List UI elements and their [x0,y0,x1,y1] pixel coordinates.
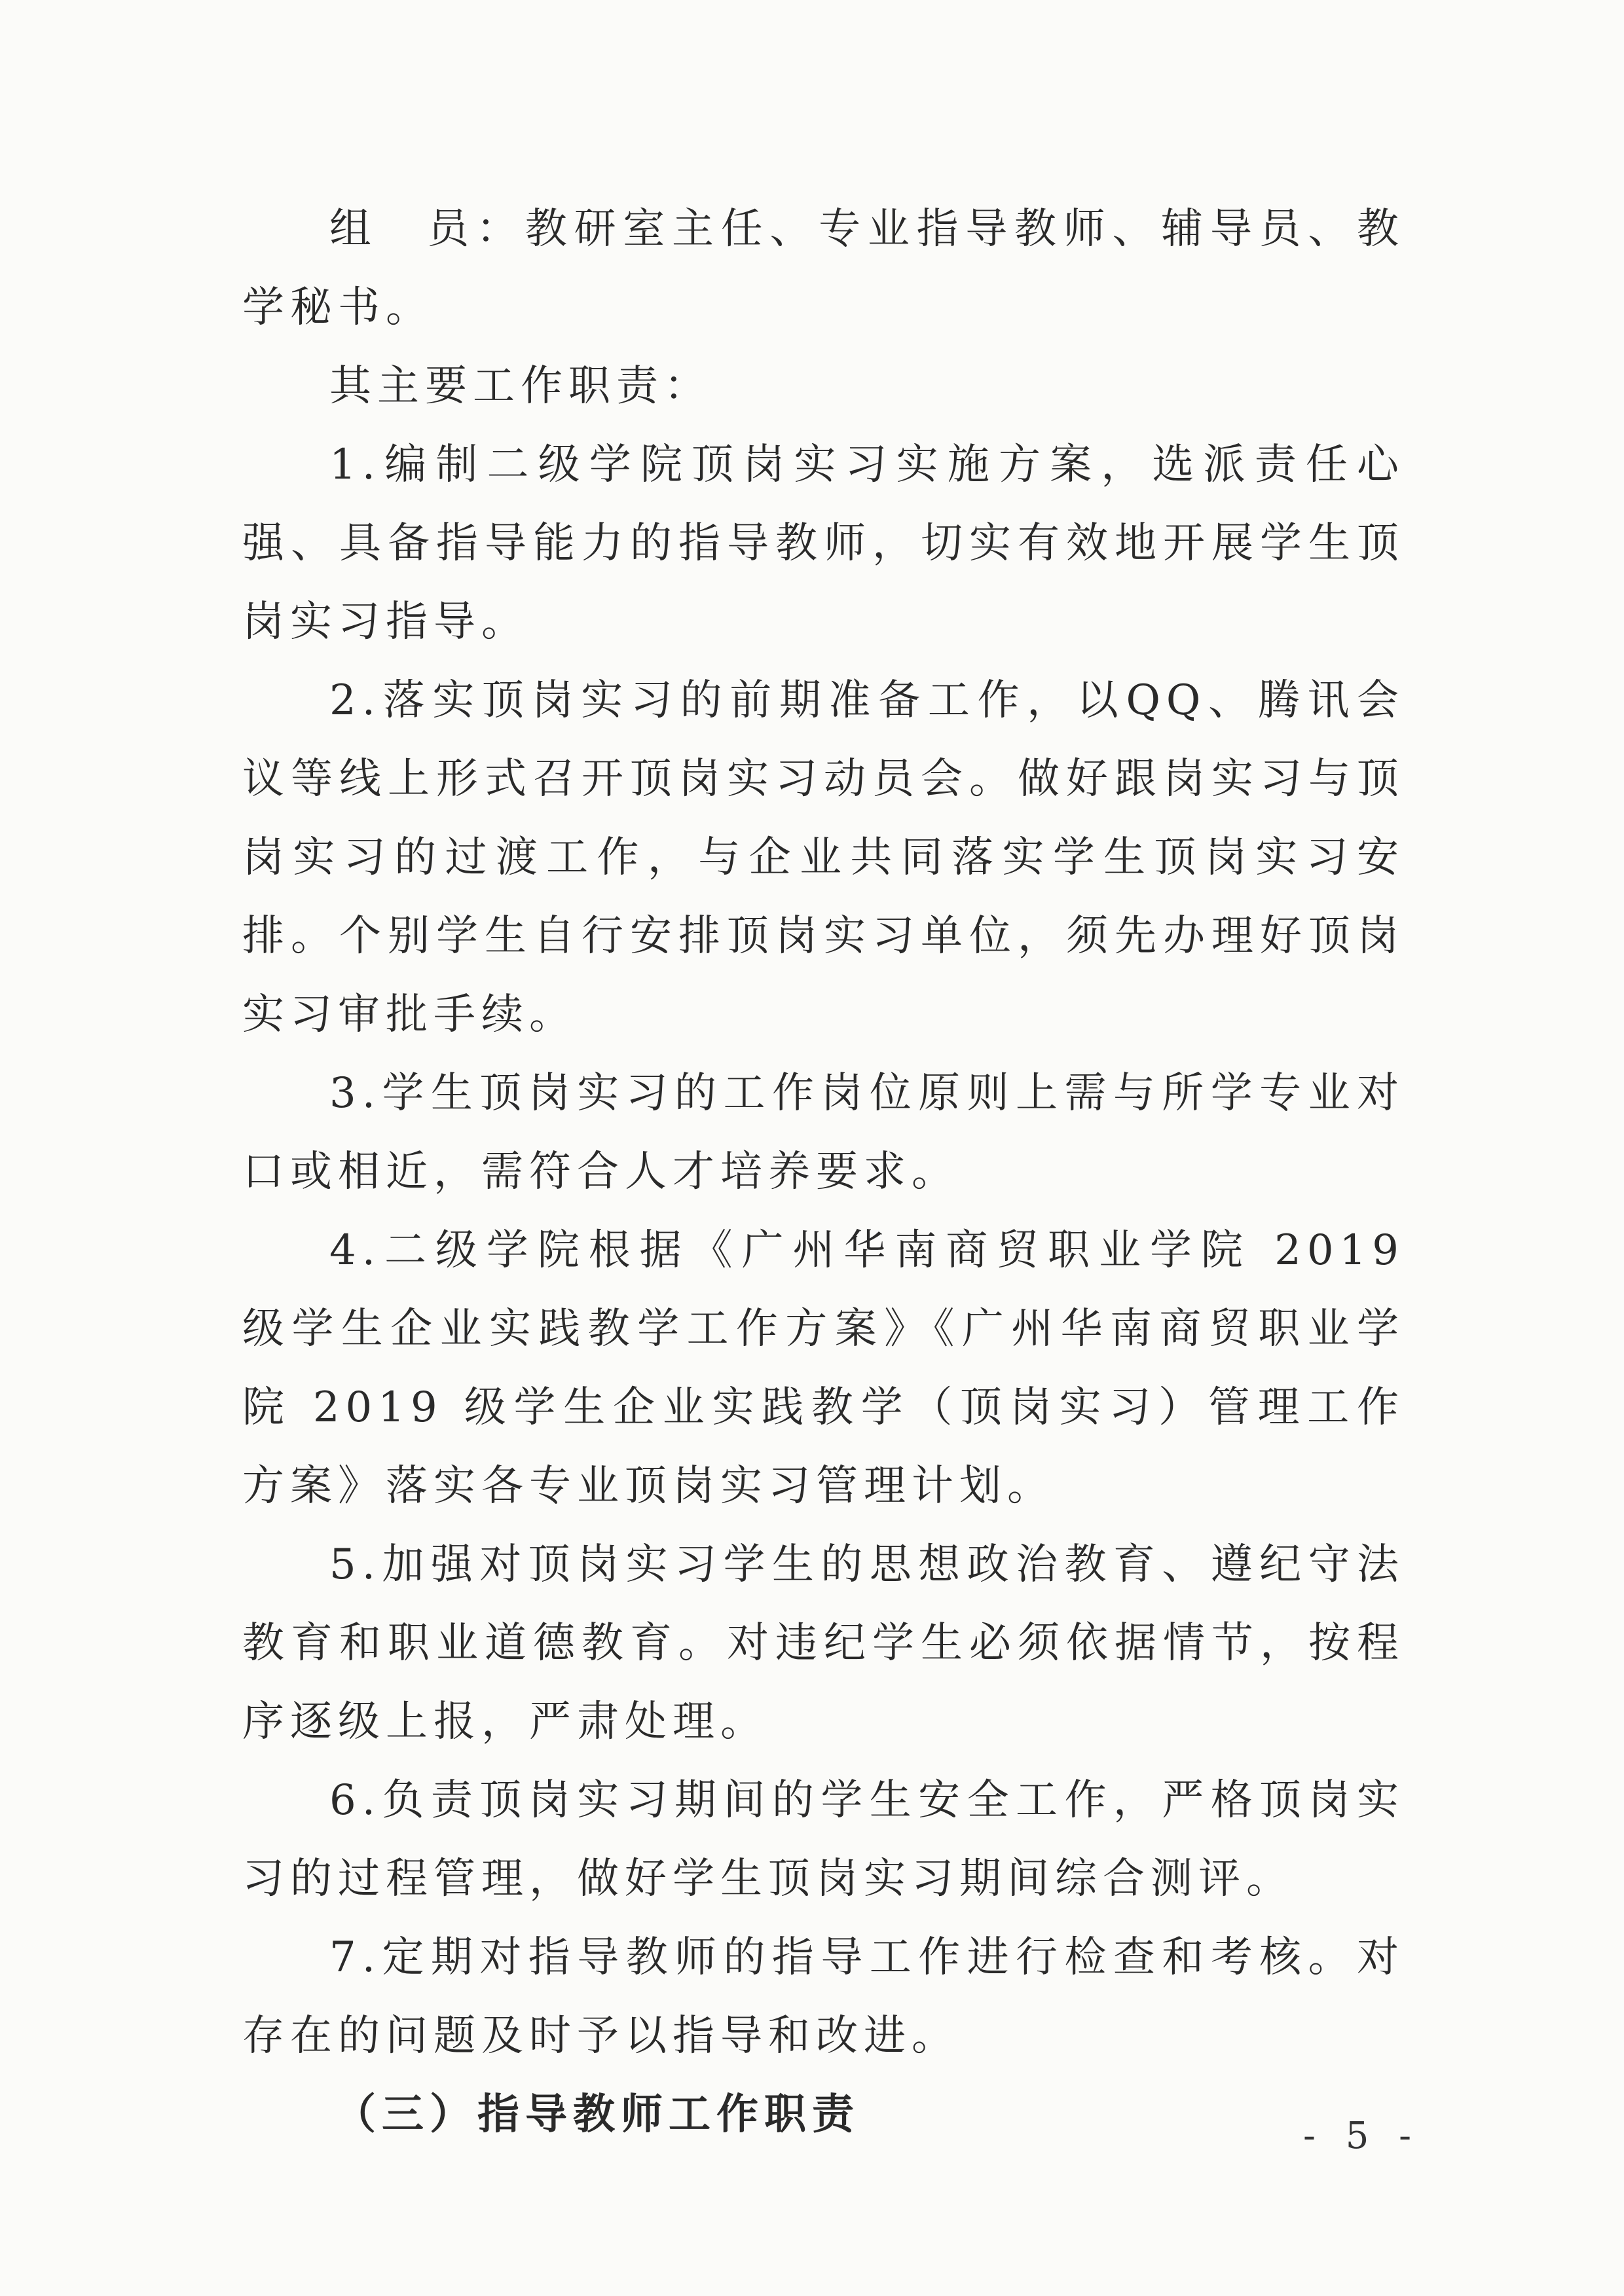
paragraph-item-2: 2.落实顶岗实习的前期准备工作，以QQ、腾讯会议等线上形式召开顶岗实习动员会。做好跟岗实习与顶岗实习的过渡工作，与企业共同落实学生顶岗实习安排。个别学生自行安排顶岗实习单位，须先办理好顶岗实习审批手续。 [242,676,1405,1039]
paragraph-item-6: 6.负责顶岗实习期间的学生安全工作，严格顶岗实习的过程管理，做好学生顶岗实习期间综合测评。 [242,1776,1405,1903]
paragraph-members: 组 员：教研室主任、专业指导教师、辅导员、教学秘书。 [242,205,1405,332]
paragraph-item-7: 7.定期对指导教师的指导工作进行检查和考核。对存在的问题及时予以指导和改进。 [242,1933,1405,2060]
paragraph-duties-intro: 其主要工作职责： [329,362,712,410]
paragraph-item-5: 5.加强对顶岗实习学生的思想政治教育、遵纪守法教育和职业道德教育。对违纪学生必须依据情节，按程序逐级上报，严肃处理。 [242,1540,1405,1746]
page-number: - 5 - [1303,2115,1421,2157]
document-body [242,190,1405,2154]
section-heading: （三）指导教师工作职责 [334,2090,860,2139]
paragraph-item-4: 4.二级学院根据《广州华南商贸职业学院 2019 级学生企业实践教学工作方案》《广州华南商贸职业学院 2019 级学生企业实践教学（顶岗实习）管理工作方案》落实各专业顶岗实习管理计划。 [242,1226,1405,1510]
paragraph-item-3: 3.学生顶岗实习的工作岗位原则上需与所学专业对口或相近，需符合人才培养要求。 [242,1069,1405,1196]
paragraph-item-1: 1.编制二级学院顶岗实习实施方案，选派责任心强、具备指导能力的指导教师，切实有效地开展学生顶岗实习指导。 [242,441,1405,646]
